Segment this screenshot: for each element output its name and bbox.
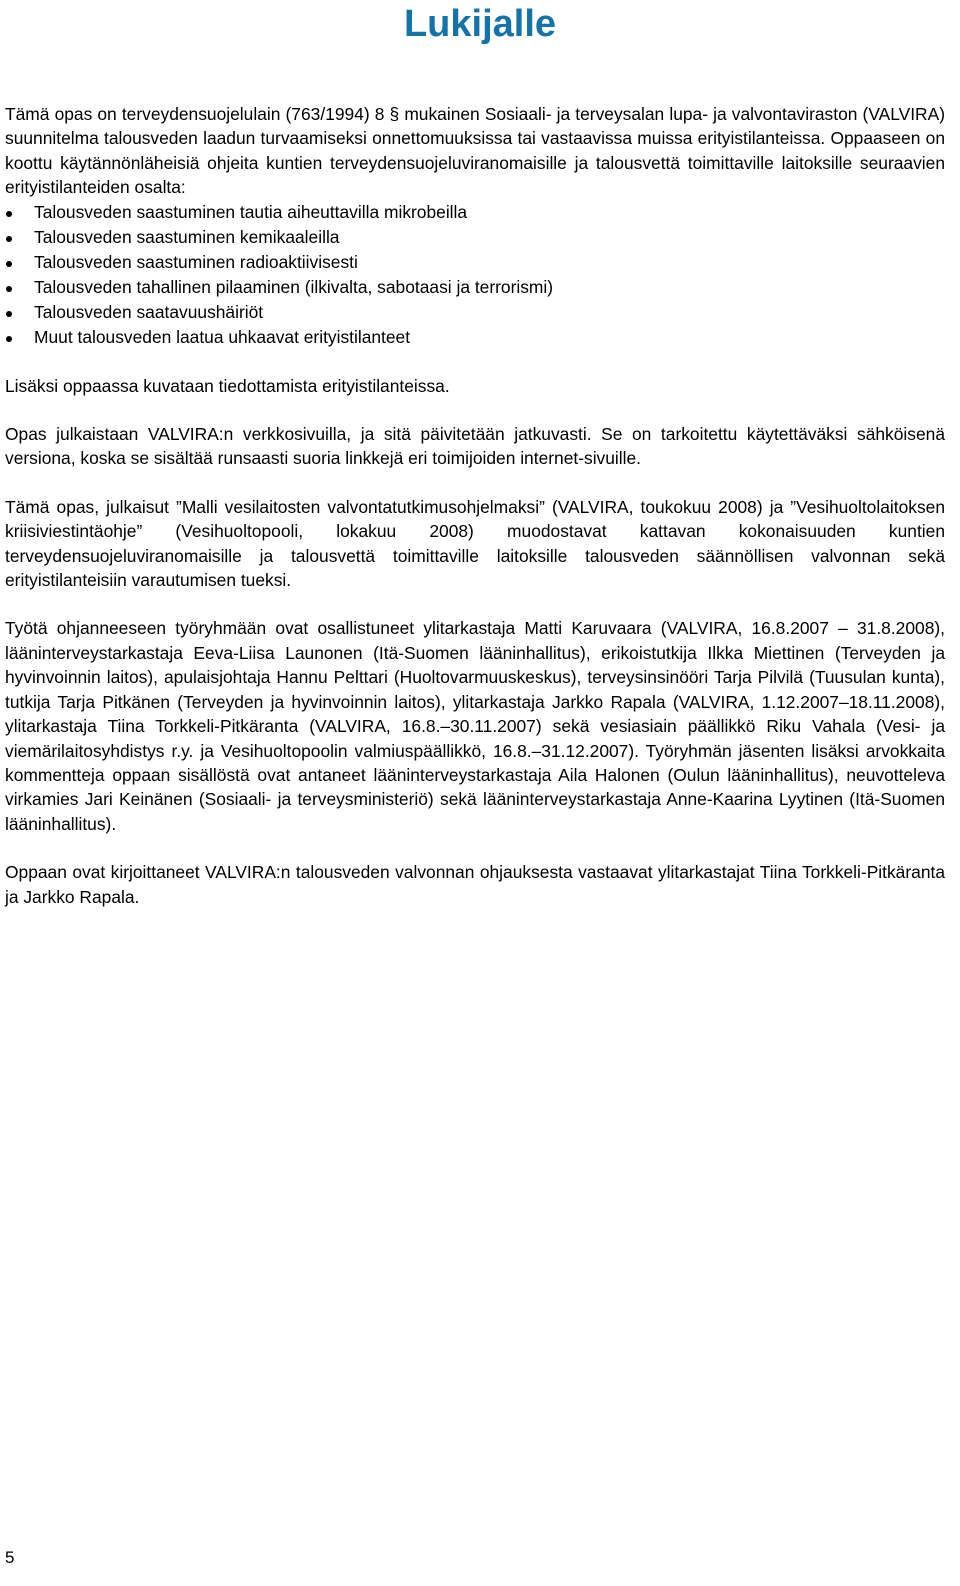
bullet-icon: [6, 211, 12, 217]
bullet-icon: [6, 286, 12, 292]
bullet-icon: [6, 261, 12, 267]
list-item: [5, 275, 945, 300]
situation-list: [5, 200, 945, 350]
bullet-icon: [6, 236, 12, 242]
document-body: [5, 102, 945, 909]
bullet-icon: [6, 336, 12, 342]
list-item-text: Muut talousveden laatua uhkaavat erityistilanteet: [34, 326, 411, 347]
intro-paragraph: Tämä opas on terveydensuojelulain (763/1994) 8 § mukainen Sosiaali- ja terveysalan lupa- ja valvontaviraston (VALVIRA) suunnitelma talousveden laadun turvaamiseksi onnettomuuksissa tai vastaavissa muissa erityistilanteissa. Oppaaseen on koottu käytännönläheisiä ohjeita kuntien terveydensuojeluviranomaisille ja talousvettä toimittaville laitoksille seuraavien erityistilanteiden osalta:: [5, 104, 945, 198]
paragraph-authors: Oppaan ovat kirjoittaneet VALVIRA:n talousveden valvonnan ohjauksesta vastaavat ylitarkastajat Tiina Torkkeli-Pitkäranta ja Jarkko Rapala.: [5, 862, 945, 907]
paragraph-publication: Opas julkaistaan VALVIRA:n verkkosivuilla, ja sitä päivitetään jatkuvasti. Se on tarkoitettu käytettäväksi sähköisenä versiona, koska se sisältää runsaasti suoria linkkejä eri toimijoiden internet-sivuille.: [5, 424, 945, 469]
paragraph-communication: Lisäksi oppaassa kuvataan tiedottamista erityistilanteissa.: [5, 375, 450, 396]
page-title: Lukijalle: [403, 3, 557, 45]
list-item: [5, 300, 945, 325]
bullet-icon: [6, 311, 12, 317]
paragraph-working-group: Työtä ohjanneeseen työryhmään ovat osallistuneet ylitarkastaja Matti Karuvaara (VALVIRA, 16.8.2007 – 31.8.2008), lääninterveystarkastaja Eeva-Liisa Launonen (Itä-Suomen lääninhallitus), erikoistutkija Ilkka Miettinen (Terveyden ja hyvinvoinnin laitos), apulaisjohtaja Hannu Pelttari (Huoltovarmuuskeskus), terveysinsinööri Tarja Pilvilä (Tuusulan kunta), tutkija Tarja Pitkänen (Terveyden ja hyvinvoinnin laitos), ylitarkastaja Jarkko Rapala (VALVIRA, 1.12.2007–18.11.2008), ylitarkastaja Tiina Torkkeli-Pitkäranta (VALVIRA, 16.8.–30.11.2007) sekä vesiasiain päällikkö Riku Vahala (Vesi- ja viemärilaitosyhdistys r.y. ja Vesihuoltopoolin valmiuspäällikkö, 16.8.–31.12.2007). Työryhmän jäsenten lisäksi arvokkaita kommentteja oppaan sisällöstä ovat antaneet lääninterveystarkastaja Aila Halonen (Oulun lääninhallitus), neuvotteleva virkamies Jari Keinänen (Sosiaali- ja terveysministeriö) sekä lääninterveystarkastaja Anne-Kaarina Lyytinen (Itä-Suomen lääninhallitus).: [5, 618, 945, 834]
list-item-text: Talousveden saatavuushäiriöt: [34, 301, 264, 322]
list-item-text: Talousveden saastuminen tautia aiheuttavilla mikrobeilla: [34, 201, 468, 222]
list-item: [5, 325, 945, 350]
list-item: [5, 200, 945, 225]
list-item-text: Talousveden saastuminen kemikaaleilla: [34, 226, 340, 247]
list-item: [5, 225, 945, 250]
list-item-text: Talousveden tahallinen pilaaminen (ilkivalta, sabotaasi ja terrorismi): [34, 276, 554, 297]
list-item: [5, 250, 945, 275]
list-item-text: Talousveden saastuminen radioaktiivisesti: [34, 251, 358, 272]
page-number: 5: [5, 1548, 15, 1567]
paragraph-related-publications: Tämä opas, julkaisut ”Malli vesilaitosten valvontatutkimusohjelmaksi” (VALVIRA, toukokuu 2008) ja ”Vesihuoltolaitoksen kriisiviestintäohje” (Vesihuoltopooli, lokakuu 2008) muodostavat kattavan kokonaisuuden kuntien terveydensuojeluviranomaisille ja talousvettä toimittaville laitoksille talousveden säännöllisen valvonnan sekä erityistilanteisiin varautumisen tueksi.: [5, 496, 945, 591]
